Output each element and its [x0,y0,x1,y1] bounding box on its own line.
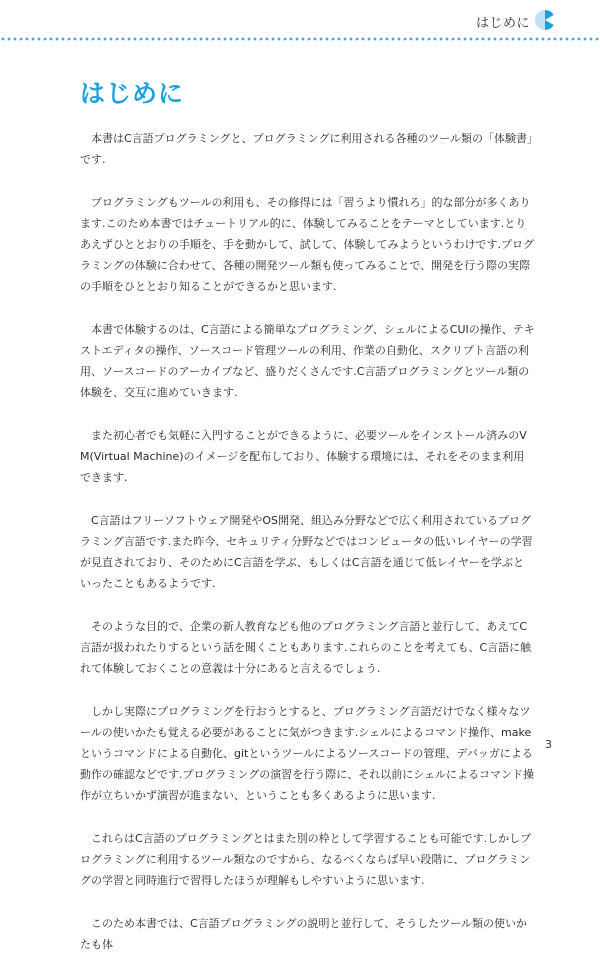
running-header [0,0,600,44]
paragraph-2: プログラミングもツールの利用も、その修得には「習うより慣れろ」的な部分が多くあります.このため本書ではチュートリアル的に、体験してみることをテーマとしています.とりあえずひととおりの手順を、手を動かして、試して、体験してみようというわけです.プログラミングの体験に合わせて、各種の開発ツール類も使ってみることで、開発を行う際の実際の手順をひととおり知ることができるかと思います. [80,196,535,293]
page-title: はじめに [80,79,185,108]
paragraph-3: 本書で体験するのは、C言語による簡単なプログラミング、シェルによるCUIの操作、テキストエディタの操作、ソースコード管理ツールの利用、作業の自動化、スクリプト言語の利用、ソースコードのアーカイブなど、盛りだくさんです.C言語プログラミングとツール類の体験を、交互に進めていきます. [80,323,535,399]
c-language-pie-icon [534,9,556,31]
page-number: 3 [545,738,552,751]
paragraph-8: これらはC言語のプログラミングとはまた別の枠として学習することも可能です.しかしプログラミングに利用するツール類なのですから、なるべくならば早い段階に、プログラミングの学習と同時進行で習得したほうが理解もしやすいように思います. [80,832,532,887]
paragraph-1: 本書はC言語プログラミングと、プログラミングに利用される各種のツール類の「体験書」です. [80,132,533,166]
body-text [80,128,535,977]
paragraph-7: しかし実際にプログラミングを行おうとすると、プログラミング言語だけでなく様々なツールの使いかたも覚える必要があることに気がつきます.シェルによるコマンド操作、makeというコマンドによる自動化、gitというツールによるソースコードの管理、デバッガによる動作の確認などです.プログラミングの演習を行う際に、それ以前にシェルによるコマンド操作が立ちいかず演習が進まない、ということも多くあるように思います. [80,705,535,802]
running-header-title: はじめに [475,16,530,31]
paragraph-6: そのような目的で、企業の新人教育なども他のプログラミング言語と並行して、あえてC言語が扱われたりするという話を聞くこともあります.これらのことを考えても、C言語に触れて体験しておくことの意義は十分にあると言えるでしょう. [80,620,532,675]
paragraph-4: また初心者でも気軽に入門することができるように、必要ツールをインストール済みのVM(Virtual Machine)のイメージを配布しており、体験する環境には、それをそのまま利用できます. [80,429,527,484]
paragraph-5: C言語はフリーソフトウェア開発やOS開発、組込み分野などで広く利用されているプログラミング言語です.また昨今、セキュリティ分野などではコンピュータの低いレイヤーの学習が見直されており、そのためにC言語を学ぶ、もしくはC言語を通じて低レイヤーを学ぶといったこともあるようです. [80,514,533,590]
dotted-divider [0,37,600,41]
paragraph-9: このため本書では、C言語プログラミングの説明と並行して、そうしたツール類の使いかたも体 [80,917,528,951]
